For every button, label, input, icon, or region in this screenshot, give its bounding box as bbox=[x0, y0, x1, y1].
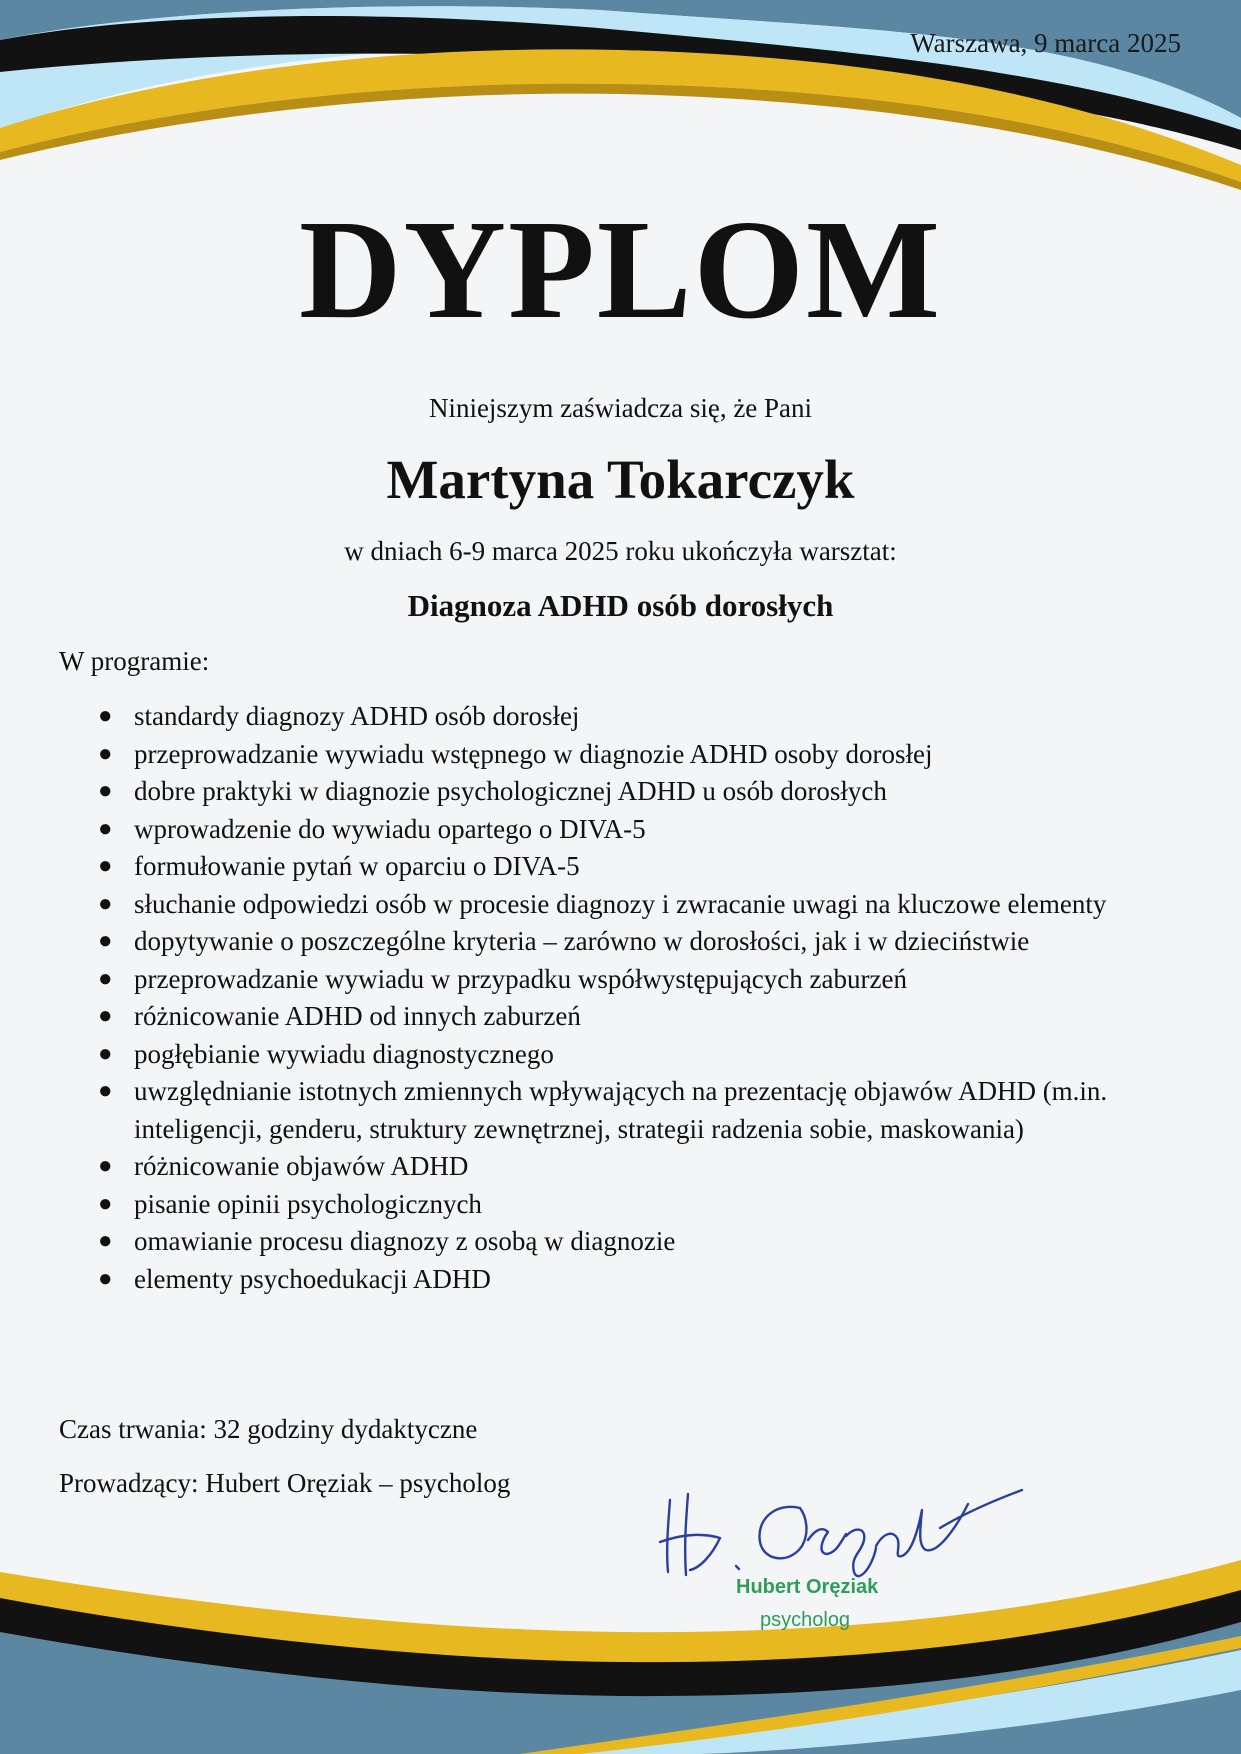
bullet-icon: ● bbox=[98, 965, 113, 992]
list-item-text: wprowadzenie do wywiadu opartego o DIVA-5 bbox=[134, 813, 646, 844]
list-item-text: różnicowanie objawów ADHD bbox=[134, 1151, 469, 1181]
bullet-icon: ● bbox=[98, 1153, 113, 1179]
bullet-icon: ● bbox=[98, 853, 113, 879]
list-item-text: przeprowadzanie wywiadu wstępnego w diagnozie ADHD osoby dorosłej bbox=[134, 738, 933, 769]
signature-image bbox=[650, 1480, 1030, 1590]
list-item bbox=[84, 1223, 1204, 1261]
bullet-icon: ● bbox=[98, 1228, 113, 1254]
workshop-title: Diagnoza ADHD osób dorosłych bbox=[407, 588, 834, 623]
document-title: DYPLOM bbox=[298, 190, 943, 348]
list-item-text: standardy diagnozy ADHD osób dorosłej bbox=[134, 701, 580, 731]
list-item-text: różnicowanie ADHD od innych zaburzeń bbox=[134, 1001, 581, 1031]
list-item-text: dobre praktyki w diagnozie psychologicznej ADHD u osób dorosłych bbox=[134, 776, 887, 806]
bullet-icon: ● bbox=[98, 1040, 113, 1067]
bullet-icon: ● bbox=[98, 1265, 113, 1292]
bullet-icon: ● bbox=[98, 1190, 113, 1217]
bullet-icon: ● bbox=[98, 703, 113, 729]
bullet-icon: ● bbox=[98, 740, 113, 767]
list-item bbox=[84, 1073, 1204, 1148]
workshop-dates: w dniach 6-9 marca 2025 roku ukończyła warsztat: bbox=[344, 536, 897, 566]
stamp-name: Hubert Oręziak bbox=[736, 1576, 879, 1598]
list-item-text: omawianie procesu diagnozy z osobą w diagnozie bbox=[134, 1226, 676, 1256]
list-item bbox=[84, 998, 1204, 1036]
list-item bbox=[84, 1148, 1204, 1186]
list-item-text: słuchanie odpowiedzi osób w procesie diagnozy i zwracanie uwagi na kluczowe elementy bbox=[134, 888, 1107, 919]
bullet-icon: ● bbox=[98, 815, 113, 842]
course-duration: Czas trwania: 32 godziny dydaktyczne bbox=[59, 1414, 478, 1444]
list-item-text: pisanie opinii psychologicznych bbox=[134, 1188, 482, 1219]
list-item bbox=[84, 1186, 1204, 1224]
course-lecturer: Prowadzący: Hubert Oręziak – psycholog bbox=[59, 1468, 511, 1498]
bullet-icon: ● bbox=[98, 1003, 113, 1029]
list-item-text: dopytywanie o poszczególne kryteria – zarówno w dorosłości, jak i w dzieciństwie bbox=[134, 926, 1030, 956]
issue-date: Warszawa, 9 marca 2025 bbox=[910, 28, 1181, 58]
list-item-text: elementy psychoedukacji ADHD bbox=[134, 1263, 491, 1294]
list-item bbox=[84, 923, 1204, 961]
list-item bbox=[84, 698, 1204, 736]
list-item bbox=[84, 1261, 1204, 1299]
list-item bbox=[84, 848, 1204, 886]
program-label: W programie: bbox=[59, 646, 210, 676]
list-item-text: przeprowadzanie wywiadu w przypadku współwystępujących zaburzeń bbox=[134, 963, 907, 994]
list-item bbox=[84, 736, 1204, 774]
recipient-name: Martyna Tokarczyk bbox=[386, 449, 855, 510]
stamp-role: psycholog bbox=[760, 1609, 851, 1631]
list-item-text: uwzględnianie istotnych zmiennych wpływających na prezentację objawów ADHD (m.in. inteligencji, genderu, struktury zewnętrznej, strategii radzenia sobie, maskowania) bbox=[134, 1076, 1108, 1144]
bullet-icon: ● bbox=[98, 928, 113, 954]
bullet-icon: ● bbox=[98, 778, 113, 804]
list-item bbox=[84, 1036, 1204, 1074]
bullet-icon: ● bbox=[98, 1078, 113, 1104]
list-item bbox=[84, 961, 1204, 999]
certification-intro: Niniejszym zaświadcza się, że Pani bbox=[428, 393, 813, 423]
list-item bbox=[84, 811, 1204, 849]
program-list bbox=[84, 698, 1204, 1298]
list-item bbox=[84, 773, 1204, 811]
list-item bbox=[84, 886, 1204, 924]
bullet-icon: ● bbox=[98, 890, 113, 917]
list-item-text: formułowanie pytań w oparciu o DIVA-5 bbox=[134, 851, 580, 881]
list-item-text: pogłębianie wywiadu diagnostycznego bbox=[134, 1038, 554, 1069]
